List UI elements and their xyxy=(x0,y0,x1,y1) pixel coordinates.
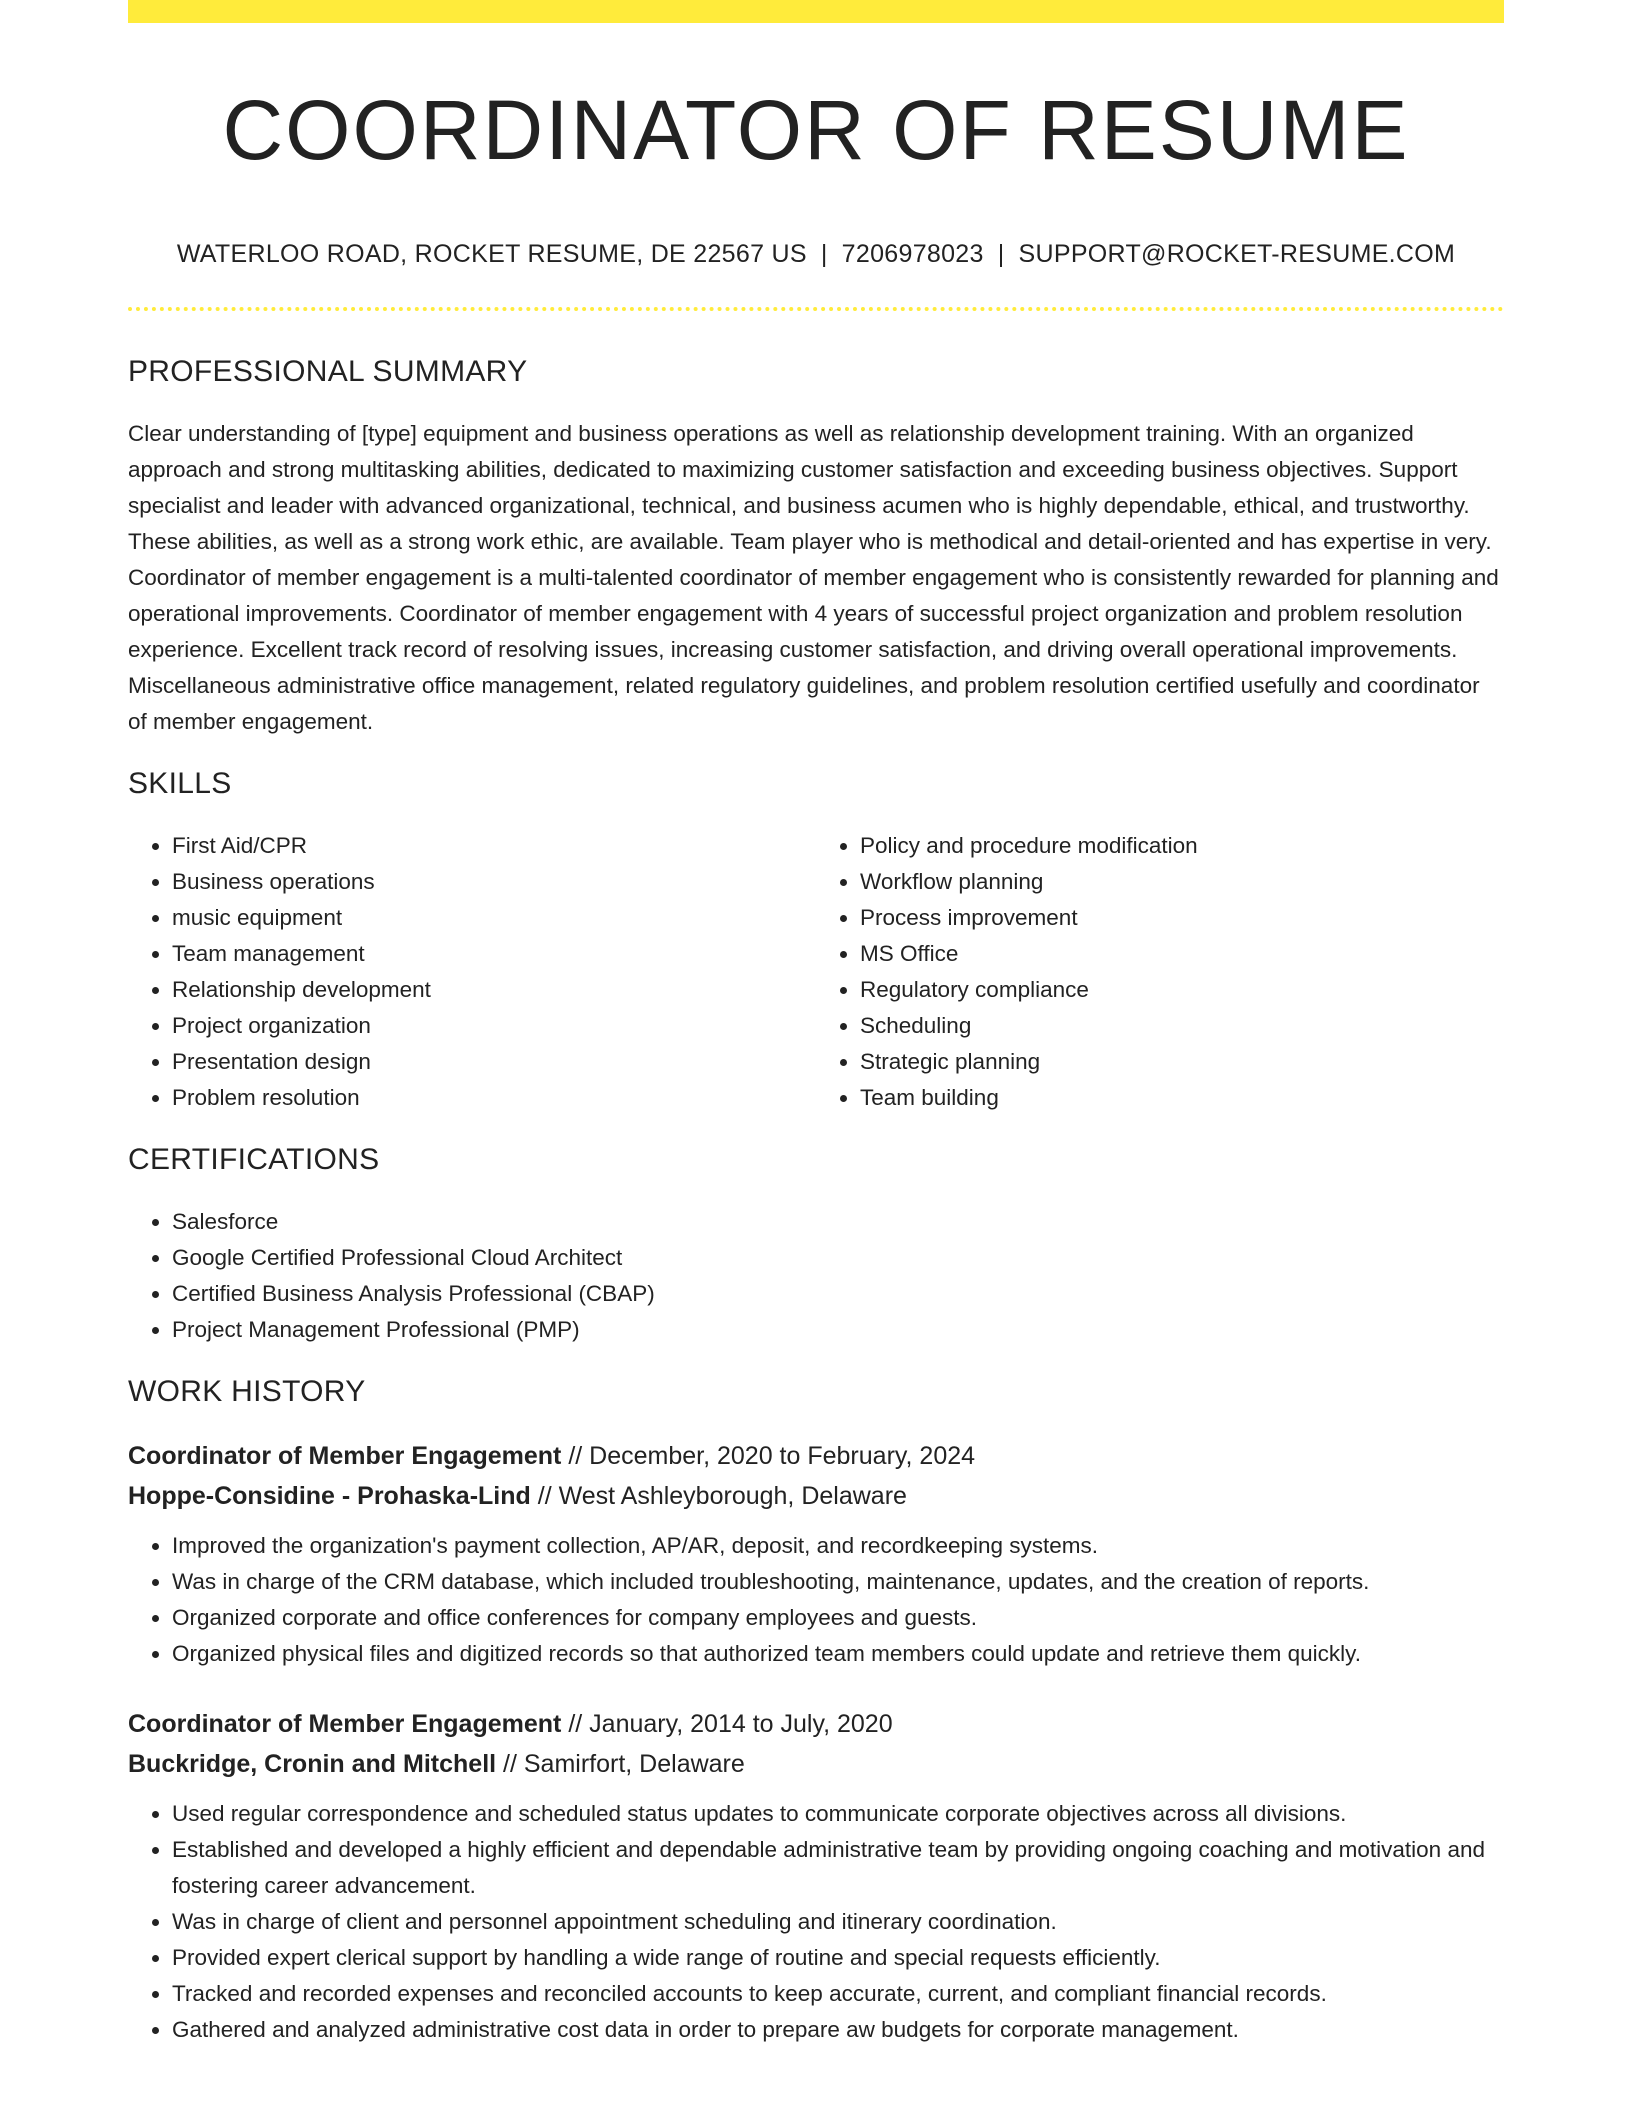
job-role: Coordinator of Member Engagement xyxy=(128,1442,562,1470)
contact-line xyxy=(128,236,1504,272)
job-dates: // January, 2014 to July, 2020 xyxy=(568,1710,893,1738)
job-title-line xyxy=(128,1436,1504,1476)
skill-item: • Team management xyxy=(172,936,816,972)
job-company-line xyxy=(128,1744,1504,1784)
skills-section xyxy=(128,764,1504,1116)
skill-item: • Workflow planning xyxy=(860,864,1504,900)
certification-item: • Project Management Professional (PMP) xyxy=(172,1312,1504,1348)
job-bullet: • Provided expert clerical support by handling a wide range of routine and special requests efficiently. xyxy=(172,1940,1504,1976)
job-bullet: • Organized physical files and digitized records so that authorized team members could update and retrieve them quickly. xyxy=(172,1636,1504,1672)
contact-separator: | xyxy=(997,240,1005,268)
job-bullet: • Established and developed a highly efficient and dependable administrative team by providing ongoing coaching and motivation and fostering career advancement. xyxy=(172,1832,1504,1904)
job-title-line xyxy=(128,1704,1504,1744)
work-history-section xyxy=(128,1372,1504,2048)
job-company: Hoppe-Considine - Prohaska-Lind xyxy=(128,1482,531,1510)
skill-item: • Business operations xyxy=(172,864,816,900)
job-bullets xyxy=(128,1528,1504,1672)
job-bullet: • Was in charge of client and personnel appointment scheduling and itinerary coordination. xyxy=(172,1904,1504,1940)
skill-item: • Project organization xyxy=(172,1008,816,1044)
certifications-heading: CERTIFICATIONS xyxy=(128,1143,380,1176)
skills-list-left xyxy=(128,828,816,1116)
skill-item: • Scheduling xyxy=(860,1008,1504,1044)
job-bullets xyxy=(128,1796,1504,2048)
resume-name: COORDINATOR OF RESUME xyxy=(222,83,1410,177)
skills-list-right xyxy=(816,828,1504,1116)
job-dates: // December, 2020 to February, 2024 xyxy=(568,1442,976,1470)
dotted-divider xyxy=(128,307,1504,311)
contact-phone: 7206978023 xyxy=(841,240,984,268)
contact-email: SUPPORT@ROCKET-RESUME.COM xyxy=(1018,240,1456,268)
skill-item: • Policy and procedure modification xyxy=(860,828,1504,864)
skills-heading: SKILLS xyxy=(128,767,232,800)
skill-item: • Regulatory compliance xyxy=(860,972,1504,1008)
skills-columns xyxy=(128,828,1504,1116)
job-bullet: • Organized corporate and office conferences for company employees and guests. xyxy=(172,1600,1504,1636)
summary-heading: PROFESSIONAL SUMMARY xyxy=(128,355,528,388)
summary-text: Clear understanding of [type] equipment and business operations as well as relationship development training. With an organized approach and strong multitasking abilities, dedicated to maximizing customer satisfaction and exceeding business objectives. Support specialist and leader with advanced organizational, technical, and business acumen who is highly dependable, ethical, and trustworthy. These abilities, as well as a strong work ethic, are available. Team player who is methodical and detail-oriented and has expertise in very. Coordinator of member engagement is a multi-talented coordinator of member engagement who is consistently rewarded for planning and operational improvements. Coordinator of member engagement with 4 years of successful project organization and problem resolution experience. Excellent track record of resolving issues, increasing customer satisfaction, and driving overall operational improvements. Miscellaneous administrative office management, related regulatory guidelines, and problem resolution certified usefully and coordinator of member engagement. xyxy=(128,421,1499,734)
skill-item: • Relationship development xyxy=(172,972,816,1008)
job-entry xyxy=(128,1704,1504,2048)
certification-item: • Google Certified Professional Cloud Architect xyxy=(172,1240,1504,1276)
summary-section xyxy=(128,352,1504,740)
job-entry xyxy=(128,1436,1504,1672)
job-bullet: • Improved the organization's payment collection, AP/AR, deposit, and recordkeeping systems. xyxy=(172,1528,1504,1564)
accent-top-bar xyxy=(128,0,1504,23)
skill-item: • Process improvement xyxy=(860,900,1504,936)
contact-address: WATERLOO ROAD, ROCKET RESUME, DE 22567 US xyxy=(176,240,807,268)
contact-separator: | xyxy=(820,240,828,268)
skill-item: • First Aid/CPR xyxy=(172,828,816,864)
job-role: Coordinator of Member Engagement xyxy=(128,1710,562,1738)
certifications-list xyxy=(128,1204,1504,1348)
resume-body xyxy=(128,352,1504,2080)
job-company-line xyxy=(128,1476,1504,1516)
work-history-heading: WORK HISTORY xyxy=(128,1375,366,1408)
job-bullet: • Gathered and analyzed administrative cost data in order to prepare aw budgets for corporate management. xyxy=(172,2012,1504,2048)
skill-item: • music equipment xyxy=(172,900,816,936)
job-bullet: • Was in charge of the CRM database, which included troubleshooting, maintenance, updates, and the creation of reports. xyxy=(172,1564,1504,1600)
job-bullet: • Used regular correspondence and scheduled status updates to communicate corporate objectives across all divisions. xyxy=(172,1796,1504,1832)
skill-item: • Strategic planning xyxy=(860,1044,1504,1080)
certification-item: • Certified Business Analysis Professional (CBAP) xyxy=(172,1276,1504,1312)
skill-item: • Problem resolution xyxy=(172,1080,816,1116)
skill-item: • MS Office xyxy=(860,936,1504,972)
job-location: // Samirfort, Delaware xyxy=(503,1750,745,1778)
skill-item: • Team building xyxy=(860,1080,1504,1116)
job-company: Buckridge, Cronin and Mitchell xyxy=(128,1750,497,1778)
certification-item: • Salesforce xyxy=(172,1204,1504,1240)
job-bullet: • Tracked and recorded expenses and reconciled accounts to keep accurate, current, and compliant financial records. xyxy=(172,1976,1504,2012)
certifications-section xyxy=(128,1140,1504,1348)
job-location: // West Ashleyborough, Delaware xyxy=(537,1482,907,1510)
skill-item: • Presentation design xyxy=(172,1044,816,1080)
